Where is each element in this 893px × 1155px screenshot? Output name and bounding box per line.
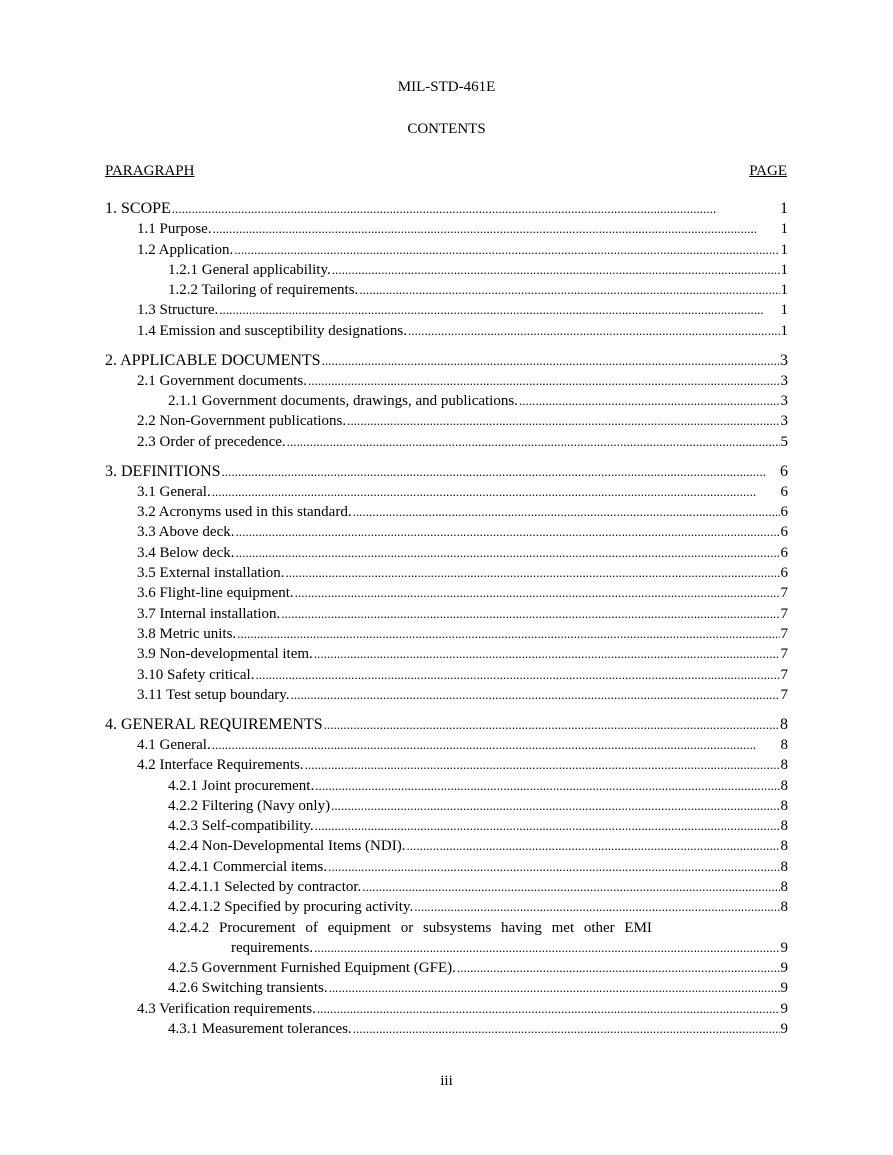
dot-leader [315, 816, 780, 836]
toc-entry[interactable] [105, 371, 788, 391]
toc-entry-page: 6 [780, 524, 788, 541]
dot-leader [519, 391, 780, 411]
toc-entry[interactable] [105, 583, 788, 603]
toc-entry-title: 1.2.1 General applicability. [168, 261, 331, 278]
dot-leader [308, 371, 780, 391]
toc-entry[interactable] [105, 624, 788, 644]
toc-entry-page: 7 [780, 625, 788, 642]
toc-entry-title: 3.9 Non-developmental item. [137, 646, 313, 663]
toc-entry-page: 9 [780, 1000, 788, 1017]
toc-entry-page: 6 [780, 565, 788, 582]
toc-entry[interactable] [105, 199, 788, 219]
toc-entry[interactable] [105, 522, 788, 542]
toc-entry-page: 8 [780, 757, 788, 774]
toc-entry[interactable] [105, 1019, 788, 1039]
toc-entry-page: 9 [780, 980, 788, 997]
dot-leader [457, 958, 780, 978]
toc-entry-page: 1 [780, 241, 788, 258]
toc-entry-page: 7 [780, 605, 788, 622]
toc-entry-title: requirements. [231, 939, 314, 956]
toc-entry-title: 4.2.6 Switching transients. [168, 980, 328, 997]
toc-entry[interactable] [105, 432, 788, 452]
toc-entry-page: 1 [780, 282, 788, 299]
toc-entry[interactable] [105, 482, 788, 502]
toc-entry[interactable] [105, 796, 788, 816]
dot-leader [213, 219, 780, 239]
dot-leader [255, 665, 779, 685]
toc-entry[interactable] [105, 877, 788, 897]
dot-leader [314, 938, 779, 958]
toc-entry[interactable] [105, 219, 788, 239]
dot-leader [295, 583, 780, 603]
dot-leader [324, 715, 779, 735]
toc-entry-title: 4.3 Verification requirements. [137, 1000, 316, 1017]
toc-entry[interactable] [105, 300, 788, 320]
toc-entry[interactable] [105, 462, 788, 482]
dot-leader [408, 321, 780, 341]
toc-entry-page: 1 [780, 302, 788, 319]
toc-entry-title: 3. DEFINITIONS [105, 462, 221, 480]
toc-entry[interactable] [105, 391, 788, 411]
toc-entry-title: 3.3 Above deck. [137, 524, 235, 541]
toc-entry[interactable] [105, 836, 788, 856]
toc-entry[interactable] [105, 240, 788, 260]
toc-entry-page: 9 [780, 1021, 788, 1038]
toc-entry-page: 5 [780, 433, 788, 450]
toc-entry-title: 4.2.1 Joint procurement. [168, 777, 315, 794]
toc-entry-title: 3.11 Test setup boundary. [137, 686, 290, 703]
toc-entry-page: 7 [780, 646, 788, 663]
toc-entry-page: 8 [780, 818, 788, 835]
toc-entry-title: 2.1.1 Government documents, drawings, and publications. [168, 393, 518, 410]
toc-entry-page: 9 [780, 939, 788, 956]
toc-entry[interactable] [105, 857, 788, 877]
dot-leader [353, 1019, 780, 1039]
toc-entry-title: 4.2.5 Government Furnished Equipment (GFE). [168, 960, 456, 977]
toc-entry-page: 8 [780, 777, 788, 794]
paragraph-column-header: PARAGRAPH [105, 163, 195, 179]
dot-leader [353, 502, 780, 522]
dot-leader [287, 432, 780, 452]
dot-leader [235, 543, 779, 563]
toc-entry-page: 1 [780, 221, 788, 238]
toc-entry-title: 1. SCOPE [105, 200, 171, 217]
toc-entry[interactable] [105, 260, 788, 280]
toc-entry[interactable] [105, 918, 788, 938]
dot-leader [315, 776, 779, 796]
toc-entry-title: 1.2 Application. [137, 241, 234, 258]
page-column-header: PAGE [749, 163, 787, 179]
dot-leader [291, 685, 780, 705]
toc-entry[interactable] [105, 958, 788, 978]
toc-entry-title: 3.4 Below deck. [137, 544, 235, 561]
document-id: MIL-STD-461E [397, 79, 496, 95]
toc-entry-title: 3.1 General. [137, 483, 211, 500]
toc-entry-title: 3.2 Acronyms used in this standard. [137, 504, 352, 521]
toc-entry[interactable] [105, 715, 788, 735]
toc-entry[interactable] [105, 563, 788, 583]
toc-entry-title: 4.2.4.1.2 Specified by procuring activity. [168, 899, 414, 916]
toc-entry-title: 2.2 Non-Government publications. [137, 413, 347, 430]
table-of-contents [105, 199, 788, 1039]
dot-leader [212, 735, 780, 755]
toc-entry-page: 7 [780, 686, 788, 703]
dot-leader [222, 462, 779, 482]
toc-entry-title: 1.3 Structure. [137, 302, 219, 319]
toc-entry-page: 6 [780, 504, 788, 521]
toc-entry-page: 8 [780, 797, 788, 814]
dot-leader [362, 877, 779, 897]
toc-entry[interactable] [105, 776, 788, 796]
toc-entry-page: 3 [780, 393, 788, 410]
toc-entry-page: 3 [780, 413, 788, 430]
dot-leader [234, 240, 779, 260]
toc-entry-page: 8 [780, 838, 788, 855]
toc-entry-page: 8 [780, 858, 788, 875]
dot-leader [414, 897, 779, 917]
dot-leader [328, 857, 779, 877]
toc-entry-title: 3.7 Internal installation. [137, 605, 281, 622]
dot-leader [329, 978, 780, 998]
toc-entry-page: 8 [780, 715, 788, 733]
toc-entry[interactable] [105, 897, 788, 917]
toc-entry-page: 6 [780, 544, 788, 561]
dot-leader [322, 351, 779, 371]
toc-entry-title: 4.3.1 Measurement tolerances. [168, 1021, 352, 1038]
toc-entry-title: 4.1 General. [137, 736, 211, 753]
toc-entry[interactable] [105, 644, 788, 664]
toc-entry[interactable] [105, 685, 788, 705]
toc-entry-title: 2.1 Government documents. [137, 372, 307, 389]
dot-leader [347, 411, 779, 431]
toc-entry-title: 3.6 Flight-line equipment. [137, 585, 294, 602]
toc-entry-title: 4.2.4.1.1 Selected by contractor. [168, 879, 362, 895]
toc-entry-title: 1.4 Emission and susceptibility designations. [137, 322, 407, 339]
contents-title: CONTENTS [407, 121, 486, 137]
toc-entry-page: 7 [780, 585, 788, 602]
toc-entry-title: 4.2 Interface Requirements. [137, 757, 304, 774]
section-gap [105, 452, 788, 462]
toc-entry[interactable] [105, 604, 788, 624]
toc-entry-page: 1 [780, 261, 788, 278]
toc-entry-page: 8 [780, 879, 788, 895]
dot-leader [331, 796, 779, 816]
dot-leader [285, 563, 779, 583]
dot-leader [317, 999, 780, 1019]
toc-entry-page: 1 [780, 200, 788, 217]
toc-entry-page: 3 [780, 351, 788, 369]
toc-entry[interactable] [105, 978, 788, 998]
toc-entry-page: 8 [780, 899, 788, 916]
toc-entry[interactable] [105, 502, 788, 522]
dot-leader [219, 300, 779, 320]
dot-leader [212, 482, 780, 502]
toc-entry-page: 3 [780, 372, 788, 389]
toc-entry[interactable] [105, 321, 788, 341]
dot-leader [314, 644, 780, 664]
page-number: iii [440, 1073, 453, 1089]
toc-entry-title: 4.2.4 Non-Developmental Items (NDI). [168, 838, 406, 855]
dot-leader [305, 755, 780, 775]
toc-entry-title: 3.5 External installation. [137, 565, 285, 582]
toc-entry[interactable] [105, 735, 788, 755]
toc-entry-page: 7 [780, 666, 788, 683]
dot-leader [237, 624, 779, 644]
dot-leader [172, 199, 779, 219]
toc-entry-page: 1 [780, 322, 788, 339]
toc-entry-page: 9 [780, 960, 788, 977]
toc-entry[interactable] [105, 999, 788, 1019]
toc-entry[interactable] [105, 755, 788, 775]
dot-leader [235, 522, 779, 542]
toc-entry[interactable] [105, 411, 788, 431]
section-gap [105, 341, 788, 351]
dot-leader [359, 280, 779, 300]
toc-entry-title: 1.1 Purpose. [137, 221, 212, 238]
toc-entry-title: 4.2.3 Self-compatibility. [168, 818, 314, 835]
toc-entry-title: 4.2.2 Filtering (Navy only) [168, 797, 331, 814]
toc-entry[interactable] [105, 280, 788, 300]
toc-entry-title: 3.8 Metric units. [137, 625, 237, 642]
toc-entry-title: 4.2.4.2 Procurement of equipment or subsystems having met other EMI [168, 919, 652, 936]
toc-entry-title: 4. GENERAL REQUIREMENTS [105, 715, 323, 733]
toc-entry-title: 2. APPLICABLE DOCUMENTS [105, 351, 321, 369]
toc-entry[interactable] [105, 665, 788, 685]
toc-entry-title: 4.2.4.1 Commercial items. [168, 858, 328, 875]
toc-entry-page: 6 [780, 483, 788, 500]
toc-entry-title: 2.3 Order of precedence. [137, 433, 286, 450]
toc-entry-page: 6 [780, 462, 788, 480]
toc-entry[interactable] [105, 816, 788, 836]
toc-entry-title: 3.10 Safety critical. [137, 666, 255, 683]
toc-entry[interactable] [105, 543, 788, 563]
dot-leader [406, 836, 779, 856]
toc-entry-page: 8 [780, 736, 788, 753]
dot-leader [281, 604, 779, 624]
dot-leader [332, 260, 780, 280]
toc-entry[interactable] [105, 938, 788, 958]
toc-entry-title: 1.2.2 Tailoring of requirements. [168, 282, 359, 299]
toc-entry[interactable] [105, 351, 788, 371]
section-gap [105, 705, 788, 715]
